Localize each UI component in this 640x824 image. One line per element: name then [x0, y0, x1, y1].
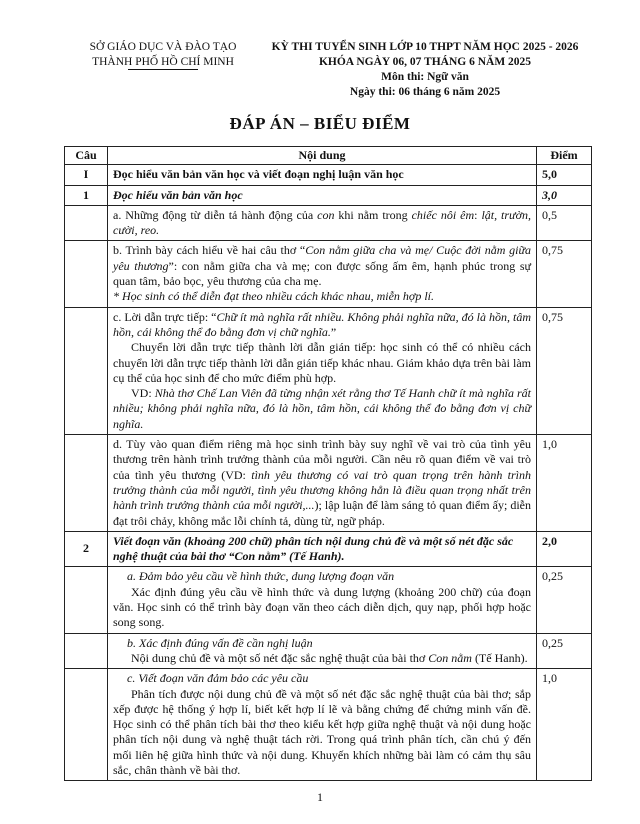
q1d-content — [108, 435, 537, 532]
q2a-content — [108, 567, 537, 633]
header-num: Câu — [65, 147, 108, 165]
q1a-text-5: : — [474, 207, 482, 222]
q1b-text-3: ”: con nằm giữa cha và mẹ; con được sống ấm êm, hạnh phúc trong sự quan tâm, bảo bọc, yêu thương của cha mẹ. — [113, 258, 532, 289]
q1d-text-2: tình yêu thương có vai trò quan trọng trên hành trình trưởng thành của mỗi người, tình yêu thương không hẳn là điều quan trọng nhất trên hành trình trưởng thành của mỗi người,... — [113, 467, 532, 513]
q2b-content — [108, 633, 537, 669]
q2-num: 2 — [65, 531, 108, 567]
header-content: Nội dung — [108, 147, 537, 165]
document-title: ĐÁP ÁN – BIỂU ĐIỂM — [229, 114, 411, 133]
q2c-content — [108, 669, 537, 781]
q1a-text-1: a. Những động từ diễn tả hành động của — [113, 207, 318, 222]
q2a-row — [65, 567, 592, 633]
table-header-row — [65, 147, 592, 165]
q2a-heading: a. Đảm bảo yêu cầu về hình thức, dung lượng đoạn văn — [127, 569, 395, 584]
q1d-points: 1,0 — [537, 435, 592, 532]
q1a-num-cell — [65, 205, 108, 241]
q1a-text-6: lật, trườn, cười, reo. — [113, 207, 532, 238]
q2b-heading: b. Xác định đúng vấn đề cần nghị luận — [127, 635, 313, 650]
q2-title: Viết đoạn văn (khoảng 200 chữ) phân tích nội dung chủ đề và một số nét đặc sắc nghệ thuật của bài thơ “Con nằm” (Tế Hanh). — [108, 531, 537, 567]
section-num: I — [65, 165, 108, 185]
q2b-text-2: Con nằm — [428, 650, 472, 665]
q2c-row — [65, 669, 592, 781]
issuer-line-2: THÀNH PHỐ HỒ CHÍ MINH — [92, 56, 234, 68]
q1c-example-label: VD: — [131, 386, 155, 401]
q1c-text-1: c. Lời dẫn trực tiếp: “ — [113, 309, 217, 324]
q1c-points: 0,75 — [537, 307, 592, 434]
q2b-row — [65, 633, 592, 669]
exam-subject: Môn thi: Ngữ văn — [381, 71, 469, 83]
issuer-underline — [128, 69, 198, 70]
q2b-text-3: (Tế Hanh). — [471, 650, 528, 665]
q1-title: Đọc hiểu văn bản văn học — [108, 185, 537, 205]
q1a-text-4: chiếc nôi êm — [411, 207, 475, 222]
q1d-num-cell — [65, 435, 108, 532]
q2b-num-cell — [65, 633, 108, 669]
exam-session: KHÓA NGÀY 06, 07 THÁNG 6 NĂM 2025 — [318, 56, 532, 68]
q2b-text-1: Nội dung chủ đề và một số nét đặc sắc nghệ thuật của bài thơ — [131, 650, 429, 665]
q1c-example-text: Nhà thơ Chế Lan Viên đã từng nhận xét rằng thơ Tế Hanh chữ ít mà nghĩa rất nhiều; không phải nghĩa nữa, đó là hồn, tâm hồn, cái không thể đo bằng đơn vị chữ nghĩa. — [113, 386, 532, 431]
q1d-text-1: d. Tùy vào quan điểm riêng mà học sinh trình bày suy nghĩ về vai trò của tình yêu thương trên hành trình trưởng thành của mỗi người. Cần nêu rõ quan điểm về vai trò của tình yêu thương (VD: — [113, 437, 531, 482]
q1c-content — [108, 307, 537, 434]
header-points: Điểm — [537, 147, 592, 165]
q1d-text-3: ); lập luận để làm sáng tỏ quan điểm ấy; diễn đạt trôi chảy, không mắc lỗi chính tả, dùng từ, ngữ pháp. — [113, 498, 531, 528]
issuer-block — [78, 40, 248, 70]
answer-table — [64, 146, 592, 781]
q2c-heading: c. Viết đoạn văn đảm bảo các yêu cầu — [127, 671, 309, 686]
q1b-text-2: Con nằm giữa cha và mẹ/ Cuộc đời nằm giữa yêu thương — [113, 243, 531, 273]
q2a-body: Xác định đúng yêu cầu về hình thức và dung lượng (khoảng 200 chữ) của đoạn văn. Học sinh có thể trình bày đoạn văn theo cách diễn dịch, quy nạp, phối hợp hoặc song song. — [113, 584, 531, 630]
q1c-num-cell — [65, 307, 108, 434]
q2c-body: Phân tích được nội dung chủ đề và một số nét đặc sắc nghệ thuật của bài thơ; sắp xếp được hệ thống ý hợp lí, biết kết hợp lí lẽ và bằng chứng để chứng minh vấn đề. Học sinh có thể phân tích bài thơ theo kiểu kết hợp giữa nghệ thuật và nội dung hoặc phân tích nội dung và nghệ thuật tách rời. Trong quá trình phân tích, cần chú ý đến mối liên hệ giữa hình thức và nội dung. Khuyến khích những bài làm có cảm thụ sâu sắc, chân thành về bài thơ. — [113, 686, 531, 777]
q1c-text-3: ” — [330, 324, 337, 339]
q1b-num-cell — [65, 241, 108, 307]
section-title: Đọc hiểu văn bản văn học và viết đoạn nghị luận văn học — [108, 165, 537, 185]
q1b-note: * Học sinh có thể diễn đạt theo nhiều cách khác nhau, miễn hợp lí. — [113, 289, 434, 304]
q1a-points: 0,5 — [537, 205, 592, 241]
q1a-text-3: khi nằm trong — [334, 207, 412, 222]
q1a-row — [65, 205, 592, 241]
q1b-row — [65, 241, 592, 307]
q1b-content — [108, 241, 537, 307]
page-number: 1 — [317, 790, 323, 804]
q1a-text-2: con — [317, 207, 335, 222]
q1b-text-1: b. Trình bày cách hiểu về hai câu thơ “ — [113, 243, 306, 258]
q2c-num-cell — [65, 669, 108, 781]
q1-points: 3,0 — [537, 185, 592, 205]
question-1-row — [65, 185, 592, 205]
q1c-text-2: Chữ ít mà nghĩa rất nhiều. Không phải nghĩa nữa, đó là hồn, tâm hồn, cái không thể đo bằng đơn vị chữ nghĩa. — [113, 309, 531, 339]
section-row — [65, 165, 592, 185]
exam-title: KỲ THI TUYỂN SINH LỚP 10 THPT NĂM HỌC 2025 - 2026 — [271, 41, 579, 53]
q2b-points: 0,25 — [537, 633, 592, 669]
q2a-num-cell — [65, 567, 108, 633]
exam-date: Ngày thi: 06 tháng 6 năm 2025 — [349, 86, 501, 98]
issuer-line-1: SỞ GIÁO DỤC VÀ ĐÀO TẠO — [89, 41, 237, 53]
q1d-row — [65, 435, 592, 532]
q1c-row — [65, 307, 592, 434]
exam-info-block — [270, 40, 580, 100]
q2-points: 2,0 — [537, 531, 592, 567]
q2a-points: 0,25 — [537, 567, 592, 633]
q1-num: 1 — [65, 185, 108, 205]
question-2-row — [65, 531, 592, 567]
q2c-points: 1,0 — [537, 669, 592, 781]
q1a-content — [108, 205, 537, 241]
section-points: 5,0 — [537, 165, 592, 185]
q1c-paragraph-2: Chuyển lời dẫn trực tiếp thành lời dẫn gián tiếp: học sinh có thể có nhiều cách chuyển lời dẫn trực tiếp thành lời dẫn gián tiếp khác nhau. Giám khảo dựa trên bài làm cụ thể của học sinh để cho mức điểm phù hợp. — [113, 340, 531, 385]
q1b-points: 0,75 — [537, 241, 592, 307]
